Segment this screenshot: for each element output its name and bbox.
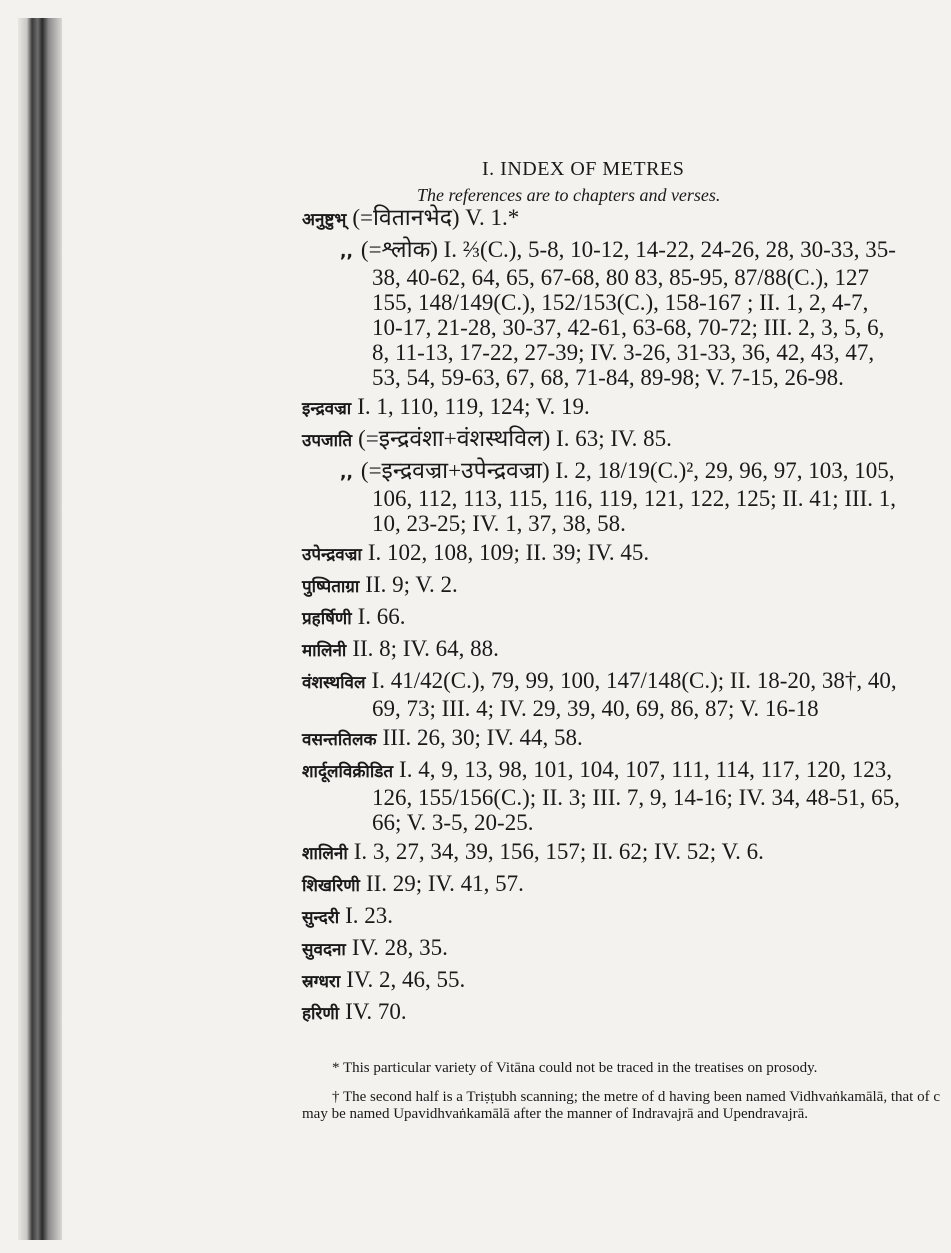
metre-references: (=इन्द्रवज्रा+उपेन्द्रवज्रा) I. 2, 18/19(C.)², 29, 96, 97, 103, 105, 106, 112, 113, 115, 116, 119, 121, 122, 125; II. 41; III. 1, 10, 23-25; IV. 1, 37, 38, 58. [360, 458, 897, 536]
footnotes [302, 1060, 942, 1135]
index-entry [302, 725, 902, 753]
index-entry [302, 636, 902, 664]
metre-name: वंशस्थविल [302, 673, 366, 693]
index-entry [302, 572, 902, 600]
metre-name: अनुष्टुभ् [302, 210, 347, 230]
metre-references: IV. 28, 35. [351, 935, 448, 960]
metre-name: प्रहर्षिणी [302, 609, 352, 629]
metre-name: शार्दूलविक्रीडित [302, 762, 394, 782]
metre-references: I. 66. [357, 604, 406, 629]
footnote: * This particular variety of Vitāna could not be traced in the treatises on prosody. [332, 1060, 818, 1076]
metre-references: I. 23. [345, 903, 394, 928]
metre-references: IV. 2, 46, 55. [346, 967, 466, 992]
index-entry [302, 205, 902, 233]
metre-name: हरिणी [302, 1004, 340, 1024]
index-entry [302, 426, 902, 454]
index-entry [302, 999, 902, 1027]
page [62, 0, 951, 1253]
book-binding-edge [18, 18, 62, 1240]
metre-references: I. 4, 9, 13, 98, 101, 104, 107, 111, 114, 117, 120, 123, 126, 155/156(C.); II. 3; III. 7, 9, 14-16; IV. 34, 48-51, 65, 66; V. 3-5, 20-25. [372, 757, 900, 835]
index-entry [302, 757, 902, 835]
metre-name: उपजाति [302, 431, 353, 451]
metre-name: इन्द्रवज्रा [302, 399, 352, 419]
index-entry [302, 604, 902, 632]
index-entry [302, 935, 902, 963]
metre-index-list [302, 205, 902, 1031]
index-entry [302, 237, 902, 390]
metre-references: I. 102, 108, 109; II. 39; IV. 45. [367, 540, 650, 565]
metre-references: I. 41/42(C.), 79, 99, 100, 147/148(C.); II. 18-20, 38†, 40, 69, 73; III. 4; IV. 29, 39, 40, 69, 86, 87; V. 16-18 [371, 668, 897, 721]
page-title: I. INDEX OF METRES [482, 158, 685, 180]
metre-references: II. 9; V. 2. [365, 572, 458, 597]
metre-name: सुवदना [302, 940, 346, 960]
metre-references: (=वितानभेद) V. 1.* [352, 205, 520, 230]
index-entry [302, 394, 902, 422]
metre-name: सुन्दरी [302, 908, 340, 928]
index-entry [302, 967, 902, 995]
metre-references: III. 26, 30; IV. 44, 58. [382, 725, 583, 750]
metre-references: (=इन्द्रवंशा+वंशस्थविल) I. 63; IV. 85. [358, 426, 672, 451]
metre-name: उपेन्द्रवज्रा [302, 545, 362, 565]
metre-name: ,, [340, 242, 353, 262]
metre-name: शालिनी [302, 844, 348, 864]
metre-name: शिखरिणी [302, 876, 360, 896]
metre-references: IV. 70. [345, 999, 407, 1024]
footnote: † The second half is a Triṣṭubh scanning; the metre of d having been named Vidhvaṅkamālā, that of c may be named Upavidhvaṅkamālā after the manner of Indravajrā and Upendravajrā. [302, 1089, 940, 1122]
metre-references: II. 8; IV. 64, 88. [352, 636, 499, 661]
index-entry [302, 839, 902, 867]
metre-references: (=श्लोक) I. ⅔(C.), 5-8, 10-12, 14-22, 24-26, 28, 30-33, 35-38, 40-62, 64, 65, 67-68, 80 83, 85-95, 87/88(C.), 127 155, 148/149(C.), 152/153(C.), 158-167 ; II. 1, 2, 4-7, 10-17, 21-28, 30-37, 42-61, 63-68, 70-72; III. 2, 3, 5, 6, 8, 11-13, 17-22, 27-39; IV. 3-26, 31-33, 36, 42, 43, 47, 53, 54, 59-63, 67, 68, 71-84, 89-98; V. 7-15, 26-98. [360, 237, 896, 390]
index-entry [302, 540, 902, 568]
index-entry [302, 903, 902, 931]
metre-references: I. 3, 27, 34, 39, 156, 157; II. 62; IV. 52; V. 6. [353, 839, 764, 864]
index-entry [302, 871, 902, 899]
page-subtitle: The references are to chapters and verses. [417, 185, 721, 205]
index-entry [302, 668, 902, 721]
index-entry [302, 458, 902, 536]
metre-references: II. 29; IV. 41, 57. [365, 871, 524, 896]
metre-references: I. 1, 110, 119, 124; V. 19. [357, 394, 590, 419]
metre-name: मालिनी [302, 641, 347, 661]
metre-name: स्रग्धरा [302, 972, 341, 992]
metre-name: पुष्पिताग्रा [302, 577, 360, 597]
metre-name: वसन्ततिलक [302, 730, 377, 750]
metre-name: ,, [340, 463, 353, 483]
